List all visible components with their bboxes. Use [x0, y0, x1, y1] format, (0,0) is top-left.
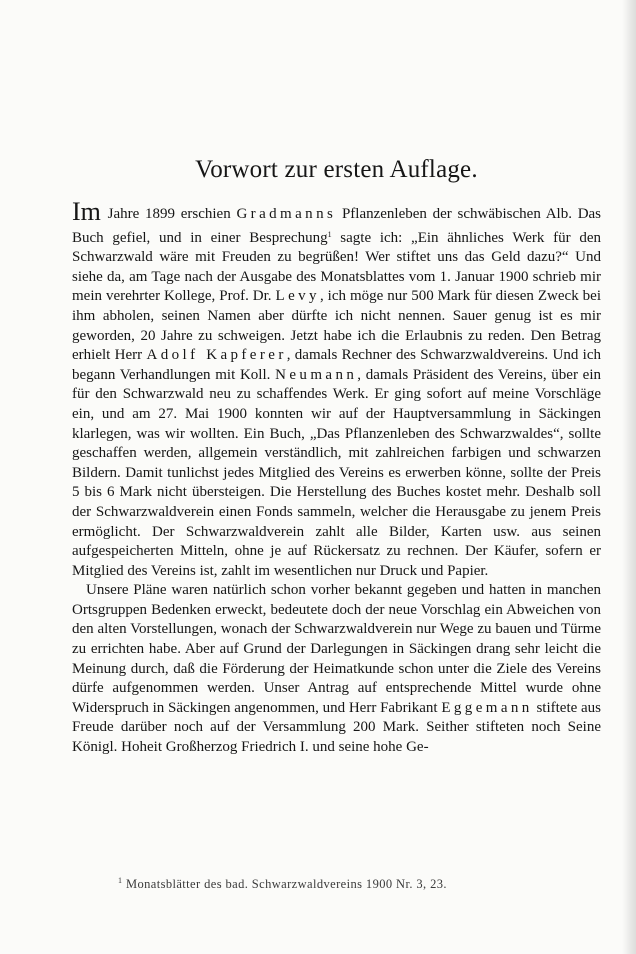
p1-text-e: , damals Rechner des Schwarzwaldvereins. Und ich begann Verhandlungen mit Koll.: [72, 347, 602, 383]
p2-text-a: Unsere Pläne waren natürlich schon vorher bekannt gegeben und hatten in manchen Ortsgruppen Bedenken erweckt, bedeutete doch der neue Vorschlag ein Abweichen von den alten Vorstellungen, wonach der Schwarzwaldverein nur Wege zu bauen und Türme zu errichten habe. Aber auf Grund der Darlegungen in Säckingen drang sehr leicht die Meinung durch, daß die Förderung der Heimatkunde schon unter die Ziele des Vereins dürfe aufgenommen werden. Unser Antrag auf entsprechende Mittel wurde ohne Widerspruch in Säckingen angenommen, und Herr Fabrikant: [72, 582, 601, 716]
initial-letters: Im: [72, 197, 101, 226]
footnote: [118, 876, 447, 892]
p1-text-f: , damals Präsident des Vereins, über ein für den Schwarzwald neu zu schaffendes Werk. Er ging sofort auf meine Vorschläge ein, und am 27. Mai 1900 konnten wir auf der Hauptversammlung in Säckingen klarlegen, was wir wollten. Ein Buch, „Das Pflanzenleben des Schwarzwaldes“, sollte geschaffen werden, allgemein verständlich, mit zahlreichen farbigen und schwarzen Bildern. Damit tunlichst jedes Mitglied des Vereins es erwerben könne, sollte der Preis 5 bis 6 Mark nicht übersteigen. Die Herstellung des Buches kostet mehr. Deshalb soll der Schwarzwaldverein einen Fonds sammeln, welcher die Herausgabe zu jenem Preis ermöglicht. Der Schwarzwaldverein zahlt alle Bilder, Karten usw. aus seinen aufgespeicherten Mitteln, ohne je auf Rückersatz zu rechnen. Der Käufer, sofern er Mitglied des Vereins ist, zahlt im wesentlichen nur Druck und Papier.: [72, 366, 601, 579]
page-edge-shadow: [622, 0, 636, 954]
name-neumann: Neumann: [275, 366, 358, 383]
footnote-number: 1: [118, 876, 123, 885]
paragraph-1: [72, 197, 602, 581]
paragraph-2: [72, 581, 601, 757]
name-levy: Levy: [275, 288, 320, 305]
name-eggemann: Eggemann: [441, 699, 533, 716]
p2-text-b: stiftete aus Freude darüber noch auf der Versammlung 200 Mark. Seither stifteten noch Seine Königl. Hoheit Großherzog Friedrich I. und seine hohe Ge-: [72, 699, 602, 756]
body-text: [72, 197, 602, 758]
p1-text-a: Jahre 1899 erschien: [107, 206, 231, 222]
book-page: [72, 156, 601, 758]
name-gradmann: Gradmanns: [236, 206, 337, 222]
footnote-text: Monatsblätter des bad. Schwarzwaldvereins 1900 Nr. 3, 23.: [125, 877, 447, 891]
p1-text-b: Pflanzenleben der schwäbischen Alb. Das Buch gefiel, und in einer Besprechung: [72, 206, 602, 246]
p1-text-d: , ich möge nur 500 Mark für diesen Zweck bei ihm abholen, seinen Namen aber dürfte ich nicht nennen. Sauer genug ist es mir geworden, 20 Jahre zu schweigen. Jetzt habe ich die Erlaubnis zu reden. Den Betrag erhielt Herr: [72, 288, 601, 364]
footnote-marker: 1: [327, 229, 332, 239]
page-title: Vorwort zur ersten Auflage.: [195, 156, 478, 183]
name-kapferer: Adolf Kapferer: [146, 347, 287, 364]
p1-text-c: sagte ich: „Ein ähnliches Werk für den Schwarzwald wäre mit Freuden zu begrüßen! Wer stiftet uns das Geld dazu?“ Und siehe da, am Tage nach der Ausgabe des Monatsblattes vom 1. Januar 1900 schrieb mir mein verehrter Kollege, Prof. Dr.: [72, 229, 602, 305]
